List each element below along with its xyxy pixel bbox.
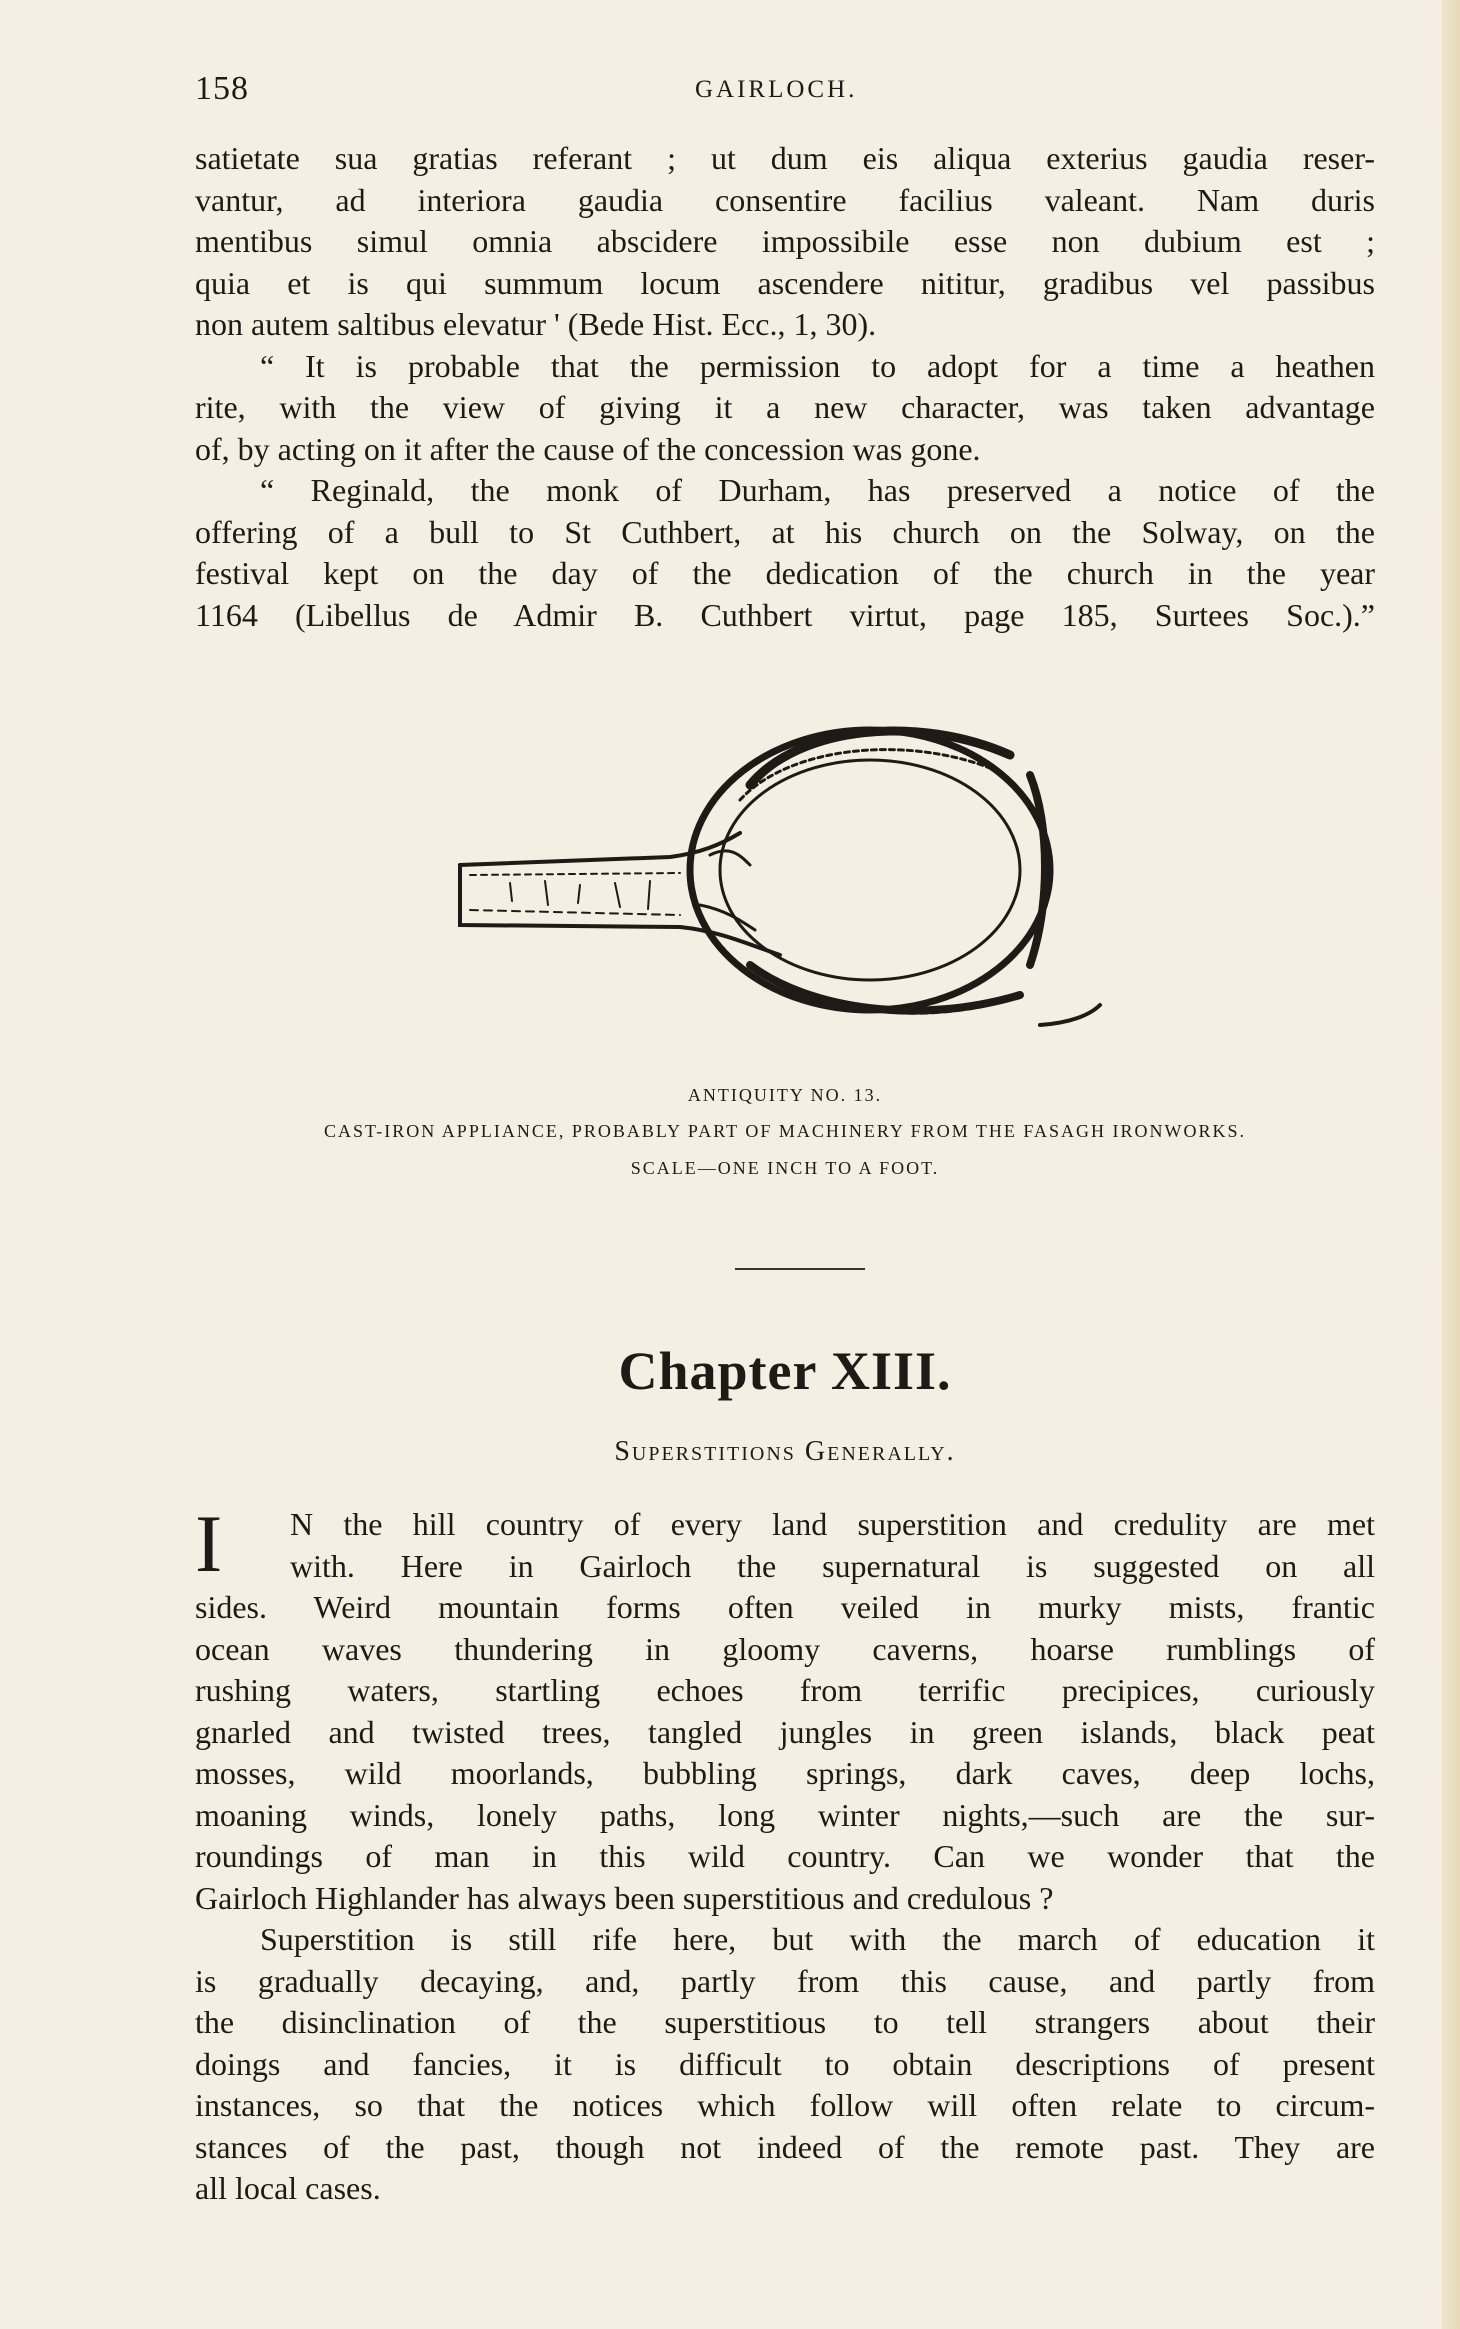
text-line: Superstition is still rife here, but with the march of education it [260, 1921, 1375, 1957]
figure-caption-description: CAST-IRON APPLIANCE, PROBABLY PART OF MACHINERY FROM THE FASAGH IRONWORKS. [323, 1121, 1247, 1141]
top-paragraphs [195, 138, 1375, 636]
text-line: stances of the past, though not indeed of the remote past. They are [195, 2128, 1375, 2165]
chapter-subtitle: Superstitions Generally. [614, 1436, 956, 1467]
text-line: “ It is probable that the permission to adopt for a time a heathen [260, 347, 1375, 384]
text-line: doings and fancies, it is difficult to obtain descriptions of present [195, 2045, 1375, 2082]
page-number: 158 [195, 70, 249, 107]
chapter-heading: Chapter XIII. [618, 1341, 952, 1401]
drop-cap: I [195, 1498, 223, 1589]
text-line: quia et is qui summum locum ascendere nititur, gradibus vel passibus [195, 264, 1375, 301]
text-line: with. Here in Gairloch the supernatural is suggested on all [290, 1547, 1375, 1584]
text-line: mosses, wild moorlands, bubbling springs, dark caves, deep lochs, [195, 1755, 1375, 1791]
section-divider [735, 1268, 865, 1270]
text-line: all local cases. [195, 2170, 381, 2206]
text-line: instances, so that the notices which follow will often relate to circum- [195, 2087, 1375, 2123]
cast-iron-appliance-drawing [450, 705, 1110, 1055]
text-line: mentibus simul omnia abscidere impossibile esse non dubium est ; [195, 223, 1375, 259]
text-line: non autem saltibus elevatur ' (Bede Hist. Ecc., 1, 30). [195, 306, 877, 342]
text-line: satietate sua gratias referant ; ut dum eis aliqua exterius gaudia reser- [195, 140, 1375, 176]
text-line: 1164 (Libellus de Admir B. Cuthbert virtut, page 185, Surtees Soc.).” [195, 596, 1375, 633]
figure-caption-scale: SCALE—ONE INCH TO A FOOT. [630, 1158, 940, 1178]
running-title: GAIRLOCH. [695, 76, 858, 103]
running-head [195, 70, 1375, 120]
page-edge [1442, 0, 1460, 2329]
text-line: offering of a bull to St Cuthbert, at his church on the Solway, on the [195, 513, 1375, 550]
text-line: the disinclination of the superstitious to tell strangers about their [195, 2004, 1375, 2040]
text-line: sides. Weird mountain forms often veiled in murky mists, frantic [195, 1589, 1375, 1625]
text-line: roundings of man in this wild country. Can we wonder that the [195, 1838, 1375, 1874]
text-line: N the hill country of every land superstition and credulity are met [290, 1506, 1375, 1542]
text-line: vantur, ad interiora gaudia consentire facilius valeant. Nam duris [195, 181, 1375, 218]
antiquity-illustration [450, 705, 1110, 1055]
text-line: “ Reginald, the monk of Durham, has preserved a notice of the [260, 472, 1375, 508]
text-line: ocean waves thundering in gloomy caverns, hoarse rumblings of [195, 1630, 1375, 1667]
text-line: festival kept on the day of the dedication of the church in the year [195, 555, 1375, 591]
chapter-body [195, 1498, 1375, 2210]
text-line: rushing waters, startling echoes from terrific precipices, curiously [195, 1672, 1375, 1708]
text-line: Gairloch Highlander has always been superstitious and credulous ? [195, 1879, 1054, 1916]
text-line: of, by acting on it after the cause of the concession was gone. [195, 430, 981, 467]
text-line: rite, with the view of giving it a new character, was taken advantage [195, 389, 1375, 425]
figure-caption-title: ANTIQUITY NO. 13. [687, 1085, 883, 1105]
text-line: moaning winds, lonely paths, long winter nights,—such are the sur- [195, 1796, 1375, 1833]
text-line: is gradually decaying, and, partly from this cause, and partly from [195, 1962, 1375, 1999]
text-line: gnarled and twisted trees, tangled jungles in green islands, black peat [195, 1713, 1375, 1750]
